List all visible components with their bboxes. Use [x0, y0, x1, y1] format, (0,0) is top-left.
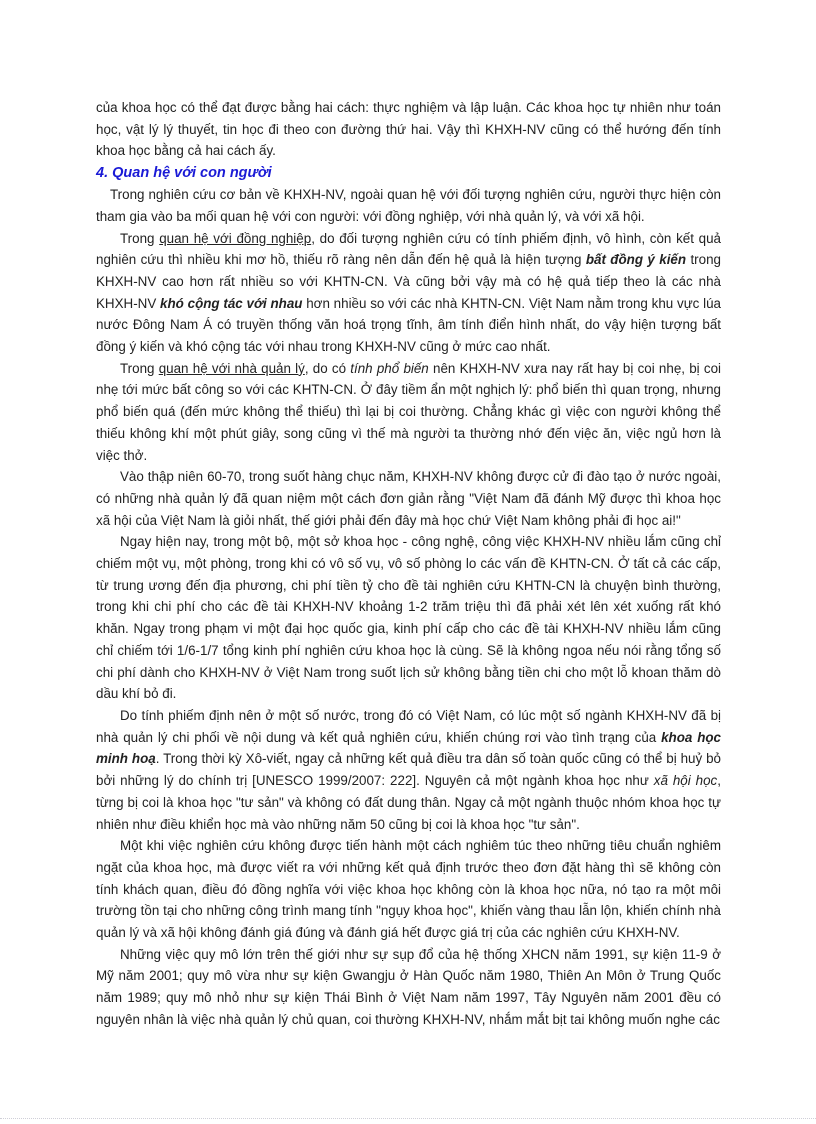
document-page [96, 97, 721, 1031]
text-run: , do có [304, 360, 351, 376]
text-run: hơn nhiều so với các nhà KHTN-CN. Việt Nam nằm trong khu vực lúa nước Đông Nam Á có truyền thống văn hoá trọng tĩnh, âm tính điển hình nhất, do vậy hiện tượng bất đồng ý kiến và khó cộng tác với nhau trong KHXH-NV cũng ở mức cao nhất. [96, 295, 721, 355]
text-run: . Trong thời kỳ Xô-viết, ngay cả những kết quả điều tra dân số toàn quốc cũng có thể bị huỷ bỏ bởi những lý do chính trị [UNESCO 1999/2007: 222]. Nguyên cả một ngành khoa học như [96, 751, 721, 789]
paragraph-objectivity: Một khi việc nghiên cứu không được tiến hành một cách nghiêm túc theo những tiêu chuẩn nghiêm ngặt của khoa học, mà được viết ra với những kết quả định trước theo đơn đặt hàng thì sẽ không còn tính khách quan, điều đó đồng nghĩa với việc khoa học không còn là khoa học nữa, nó tạo ra một môi trường tồn tại cho những công trình mang tính "ngụy khoa học", khiến vàng thau lẫn lộn, khiến chính nhà quản lý và xã hội không đánh giá đúng và đánh giá hết được giá trị của các nghiên cứu KHXH-NV. [96, 838, 721, 941]
text-run: Trong [120, 360, 159, 376]
text-run: , do đối tượng nghiên cứu có tính phiếm định, vô hình, còn kết quả nghiên cứu thì nhiều khi mơ hồ, thiếu rõ ràng nên dẫn đến hệ quả là hiện tượng [96, 230, 721, 268]
page-bottom-edge [0, 1118, 816, 1124]
italic-term-universality: tính phổ biến [350, 360, 429, 376]
text-run: Do tính phiếm định nên ở một số nước, trong đó có Việt Nam, có lúc một số ngành KHXH-NV đã bị nhà quản lý chi phối về nội dung và kết quả nghiên cứu, khiến chúng rơi vào tình trạng của [96, 707, 721, 745]
emphasis-disagreement: bất đồng ý kiến [585, 252, 687, 268]
paragraph-colleagues [96, 228, 721, 358]
underlined-term-managers: quan hệ với nhà quản lý [158, 360, 305, 376]
text-run: trong KHXH-NV cao hơn rất nhiều so với KHTN-CN. Và cũng bởi vậy mà có hệ quả tiếp theo là các nhà KHXH-NV [96, 252, 721, 311]
text-run: Trong [120, 230, 160, 246]
paragraph-continuation: của khoa học có thể đạt được bằng hai cách: thực nghiệm và lập luận. Các khoa học tự nhiên như toán học, vật lý lý thuyết, tin học đi theo con đường thứ hai. Vậy thì KHXH-NV cũng có thể hướng đến tính khoa học bằng cả hai cách ấy. [96, 100, 721, 159]
underlined-term-colleagues: quan hệ với đồng nghiệp [159, 230, 312, 246]
text-run: , từng bị coi là khoa học "tư sản" và không có đất dung thân. Ngay cả một ngành thuộc nhóm khoa học tự nhiên như điều khiển học mà vào những năm 50 cũng bị coi là khoa học "tư sản". [96, 773, 721, 832]
paragraph-world-events: Những việc quy mô lớn trên thế giới như sự sụp đổ của hệ thống XHCN năm 1991, sự kiện 11-9 ở Mỹ năm 2001; quy mô vừa như sự kiện Gwangju ở Hàn Quốc năm 1980, Thiên An Môn ở Trung Quốc năm 1989; quy mô nhỏ như sự kiện Thái Bình ở Việt Nam năm 1997, Tây Nguyên năm 2001 đều có nguyên nhân là việc nhà quản lý chủ quan, coi thường KHXH-NV, nhắm mắt bịt tai không muốn nghe các [96, 946, 721, 1027]
paragraph-managers [96, 358, 721, 467]
paragraph-decade-60-70: Vào thập niên 60-70, trong suốt hàng chục năm, KHXH-NV không được cử đi đào tạo ở nước ngoài, có những nhà quản lý đã quan niệm một cách đơn giản rằng "Việt Nam đã đánh Mỹ được thì khoa học xã hội của Việt Nam là giỏi nhất, thế giới phải đến đây mà học chứ Việt Nam không phải đi học ai!" [96, 469, 721, 528]
italic-term-sociology: xã hội học [653, 773, 718, 789]
text-run: nên KHXH-NV xưa nay rất hay bị coi nhẹ, bị coi nhẹ tới mức bất công so với các KHTN-CN. Ở đây tiềm ẩn một nghịch lý: phổ biến thì quan trọng, nhưng phổ biến quá (đến mức không thể thiếu) thì lại bị coi thường. Chẳng khác gì việc con người không thể thiếu không khí một phút giây, song cũng vì thế mà người ta thường nhớ đến việc ăn, việc ngủ hơn là việc thở. [96, 360, 721, 463]
section-heading: 4. Quan hệ với con người [96, 165, 272, 182]
emphasis-cooperation: khó cộng tác với nhau [160, 295, 303, 311]
paragraph-intro: Trong nghiên cứu cơ bản về KHXH-NV, ngoài quan hệ với đối tượng nghiên cứu, người thực hiện còn tham gia vào ba mối quan hệ với con người: với đồng nghiệp, với nhà quản lý, và với xã hội. [96, 187, 721, 224]
emphasis-illustrative-science: khoa học minh hoạ [96, 729, 721, 767]
paragraph-illustrative-science [96, 705, 721, 835]
paragraph-funding: Ngay hiện nay, trong một bộ, một sở khoa học - công nghệ, công việc KHXH-NV nhiều lắm cũng chỉ chiếm một vụ, một phòng, trong khi có vô số vụ, vô số phòng lo các vấn đề KHTN-CN. Ở tất cả các cấp, từ trung ương đến địa phương, chi phí tiền tỷ cho đề tài nghiên cứu KHTN-CN là chuyện bình thường, trong khi chi phí cho các đề tài KHXH-NV khoảng 1-2 trăm triệu thì đã phải xét lên xét xuống rất khó khăn. Ngay trong phạm vi một đại học quốc gia, kinh phí cấp cho các đề tài KHXH-NV nhiều lắm cũng chỉ chiếm tới 1/6-1/7 tổng kinh phí nghiên cứu khoa học là cùng. Sẽ là không ngoa nếu nói rằng tổng số chi phí dành cho KHXH-NV ở Việt Nam trong suốt lịch sử không bằng tiền chi cho một lỗ khoan thăm dò dầu khí bỏ đi. [96, 534, 721, 702]
